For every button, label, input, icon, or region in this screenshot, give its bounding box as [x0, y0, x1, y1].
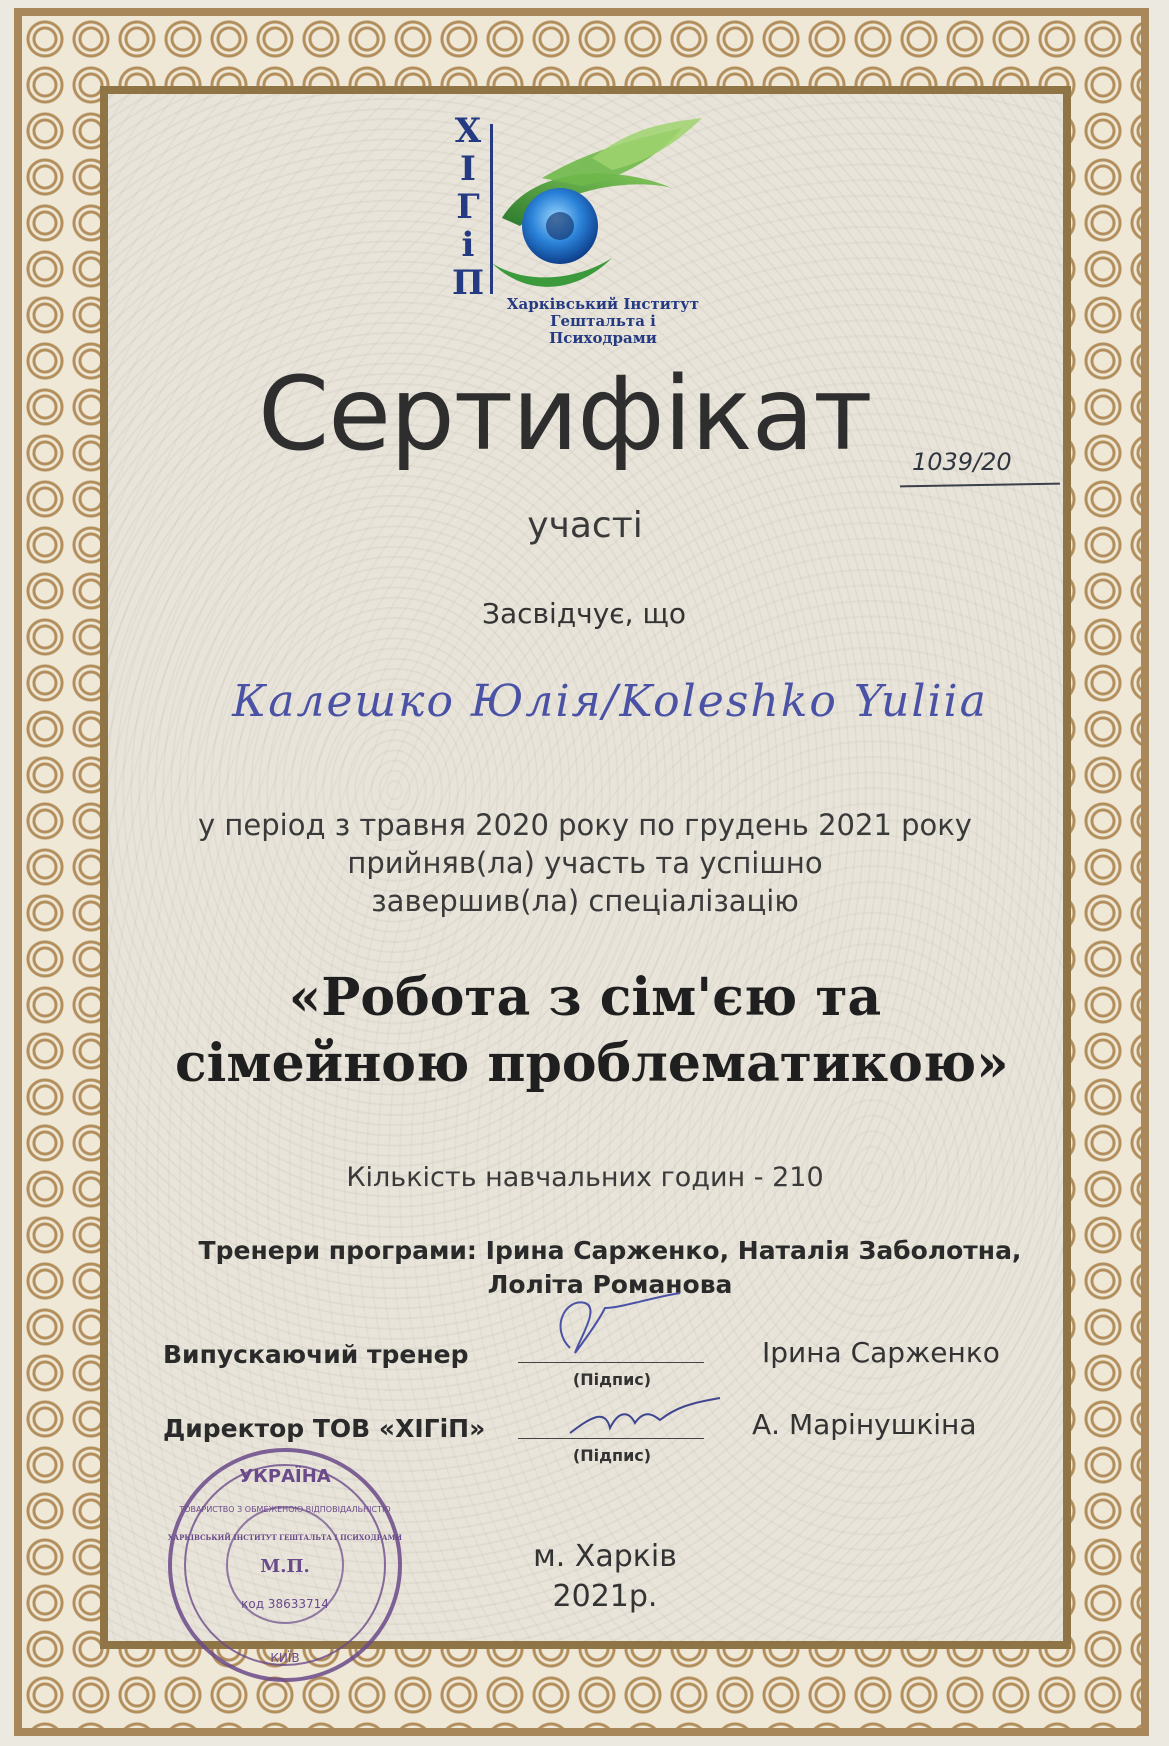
logo-caption-line: Харківський Інститут: [506, 295, 700, 313]
certificate-number: 1039/20: [912, 448, 1012, 476]
director-signature-line: [518, 1438, 704, 1439]
trainers-label: Тренери програми:: [198, 1236, 477, 1265]
director-name: А. Марінушкіна: [752, 1408, 977, 1441]
recipient-name: Калешко Юлія/Koleshko Yuliia: [232, 676, 988, 727]
trainer-signature-line: [518, 1362, 704, 1363]
stamp-center-text: М.П.: [260, 1556, 310, 1577]
stamp-code-text: код 38633714: [241, 1597, 329, 1611]
logo-letter: і: [461, 225, 475, 265]
stamp-inner-text: ТОВАРИСТВО З ОБМЕЖЕНОЮ ВІДПОВІДАЛЬНІСТЮ: [179, 1505, 391, 1514]
course-title-line: сімейною проблематикою»: [175, 1033, 1009, 1094]
stamp-bottom-text: КИЇВ: [270, 1651, 300, 1665]
logo-letter: Г: [456, 187, 480, 227]
director-label: Директор ТОВ «ХІГіП»: [163, 1414, 486, 1443]
period-text: [175, 806, 995, 920]
graduating-trainer-name: Ірина Сарженко: [762, 1336, 1000, 1369]
logo-letter: І: [460, 149, 476, 189]
period-line: завершив(ла) спеціалізацію: [371, 884, 799, 918]
director-signature-caption: (Підпис): [572, 1446, 652, 1465]
certificate-subtitle: участі: [527, 505, 643, 546]
hours-text: Кількість навчальних годин - 210: [346, 1162, 824, 1193]
director-signature-icon: [560, 1388, 730, 1448]
period-line: у період з травня 2020 року по грудень 2021 року: [198, 808, 972, 842]
course-title-line: «Робота з сім'єю та: [288, 967, 882, 1028]
period-line: прийняв(ла) участь та успішно: [347, 846, 823, 880]
certifies-text: Засвідчує, що: [482, 597, 686, 630]
logo-caption-line: Гештальта і Психодрами: [549, 312, 657, 347]
certificate-title: Сертифікат: [258, 355, 872, 474]
trainer-signature-caption: (Підпис): [572, 1370, 652, 1389]
stamp-top-text: УКРАЇНА: [239, 1466, 331, 1487]
city: м. Харків: [533, 1539, 677, 1574]
logo-letter: Х: [454, 111, 482, 151]
trainer-signature-icon: [540, 1288, 690, 1368]
logo-letter: П: [451, 263, 485, 303]
trainers-names: Лоліта Романова: [487, 1270, 733, 1299]
course-title: [175, 965, 1009, 1097]
stamp-name-text: ХАРКІВСЬКИЙ ІНСТИТУТ ГЕШТАЛЬТА І ПСИХОДРАМИ: [167, 1533, 403, 1542]
place-and-date: [480, 1537, 730, 1617]
graduating-trainer-label: Випускаючий тренер: [163, 1340, 469, 1369]
trainers-names: Ірина Сарженко, Наталія Заболотна,: [485, 1236, 1022, 1265]
logo-caption: [498, 296, 708, 347]
year: 2021р.: [552, 1579, 658, 1614]
official-stamp-icon: [160, 1440, 410, 1690]
